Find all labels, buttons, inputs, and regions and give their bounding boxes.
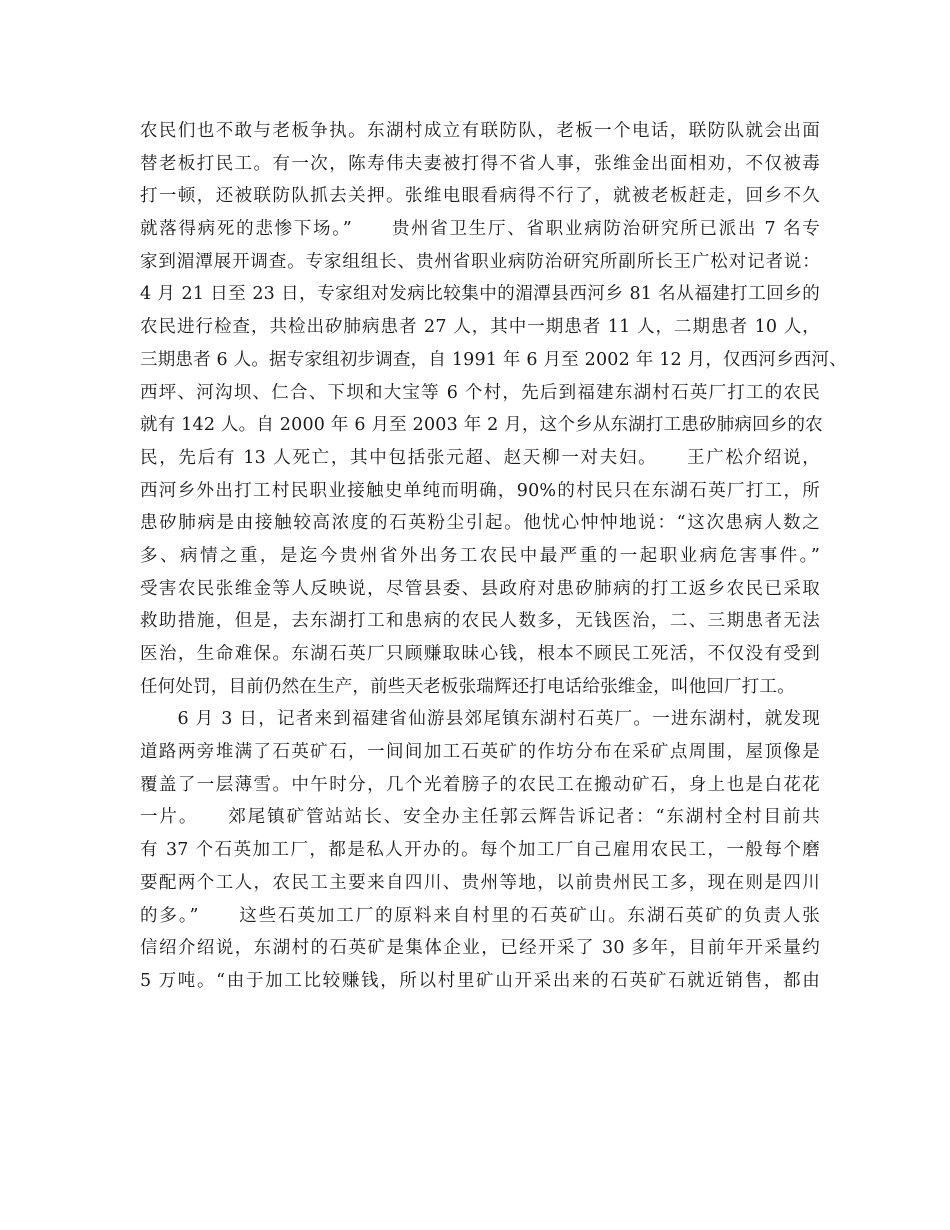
- text-line: 替老板打民工。有一次，陈寿伟夫妻被打得不省人事，张维金出面相劝，不仅被毒: [140, 153, 820, 174]
- text-line: 农民进行检查，共检出矽肺病患者 27 人，其中一期患者 11 人，二期患者 10 人，: [140, 317, 820, 338]
- text-line: 6 月 3 日，记者来到福建省仙游县郊尾镇东湖村石英厂。一进东湖村，就发现: [140, 709, 820, 730]
- text-line: 就落得病死的悲惨下场。” 贵州省卫生厅、省职业病防治研究所已派出 7 名专: [140, 219, 820, 240]
- text-line: 西坪、河沟坝、仁合、下坝和大宝等 6 个村，先后到福建东湖村石英厂打工的农民: [140, 382, 820, 403]
- article-body: [140, 115, 847, 998]
- text-line: 就有 142 人。自 2000 年 6 月至 2003 年 2 月，这个乡从东湖打工患矽肺病回乡的农: [140, 415, 823, 436]
- text-line: 西河乡外出打工村民职业接触史单纯而明确，90%的村民只在东湖石英厂打工，所: [140, 480, 820, 501]
- text-line: 受害农民张维金等人反映说，尽管县委、县政府对患矽肺病的打工返乡农民已采取: [140, 578, 820, 599]
- text-line: 民，先后有 13 人死亡，其中包括张元超、赵天柳一对夫妇。 王广松介绍说，: [140, 447, 820, 468]
- text-line: 任何处罚，目前仍然在生产，前些天老板张瑞辉还打电话给张维金，叫他回厂打工。: [140, 676, 795, 697]
- text-line: 要配两个工人，农民工主要来自四川、贵州等地，以前贵州民工多，现在则是四川: [140, 872, 820, 893]
- text-line: 打一顿，还被联防队抓去关押。张维电眼看病得不行了，就被老板赶走，回乡不久: [140, 186, 820, 207]
- text-line: 家到湄潭展开调查。专家组组长、贵州省职业病防治研究所副所长王广松对记者说：: [140, 251, 820, 272]
- text-line: 覆盖了一层薄雪。中午时分，几个光着膀子的农民工在搬动矿石，身上也是白花花: [140, 774, 820, 795]
- text-line: 农民们也不敢与老板争执。东湖村成立有联防队，老板一个电话，联防队就会出面: [140, 121, 820, 141]
- text-line: 5 万吨。“由于加工比较赚钱，所以村里矿山开采出来的石英矿石就近销售，都由: [140, 970, 820, 991]
- text-line: 有 37 个石英加工厂，都是私人开办的。每个加工厂自己雇用农民工，一般每个磨: [140, 840, 820, 861]
- text-line: 患矽肺病是由接触较高浓度的石英粉尘引起。他忧心忡忡地说：“这次患病人数之: [140, 513, 820, 534]
- text-line: 信绍介绍说，东湖村的石英矿是集体企业，已经开采了 30 多年，目前年开采量约: [140, 938, 820, 959]
- text-line: 三期患者 6 人。据专家组初步调查，自 1991 年 6 月至 2002 年 12 月，仅西河乡西河、: [140, 349, 847, 370]
- text-line: 的多。” 这些石英加工厂的原料来自村里的石英矿山。东湖石英矿的负责人张: [140, 905, 820, 926]
- text-line: 多、病情之重，是迄今贵州省外出务工农民中最严重的一起职业病危害事件。”: [140, 545, 820, 566]
- text-line: 道路两旁堆满了石英矿石，一间间加工石英矿的作坊分布在采矿点周围，屋顶像是: [140, 742, 820, 763]
- text-line: 一片。 郊尾镇矿管站站长、安全办主任郭云辉告诉记者：“东湖村全村目前共: [140, 807, 820, 828]
- text-line: 医治，生命难保。东湖石英厂只顾赚取昧心钱，根本不顾民工死活，不仅没有受到: [140, 644, 820, 664]
- text-line: 救助措施，但是，去东湖打工和患病的农民人数多，无钱医治，二、三期患者无法: [140, 611, 820, 632]
- text-line: 4 月 21 日至 23 日，专家组对发病比较集中的湄潭县西河乡 81 名从福建打工回乡的: [140, 284, 820, 305]
